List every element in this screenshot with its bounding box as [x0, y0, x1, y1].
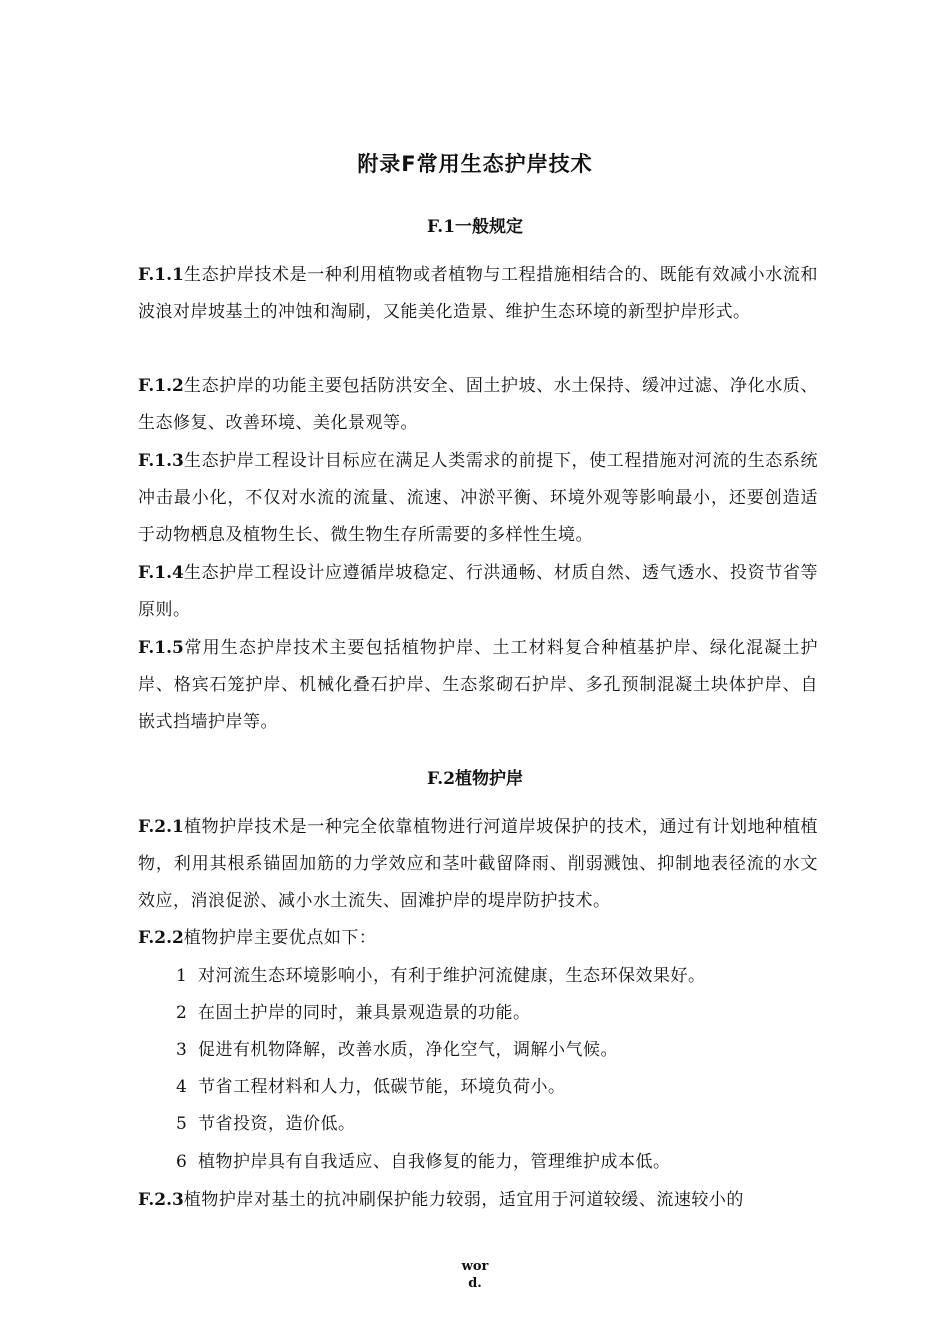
clause-number: F.1.2 [138, 376, 184, 396]
list-item-number: 2 [176, 1003, 188, 1023]
section-heading-f1: F.1一般规定 [426, 217, 524, 237]
clause-number: F.1.3 [138, 451, 184, 471]
clause-text: 植物护岸技术是一种完全依靠植物进行河道岸坡保护的技术，通过有计划地种植植物，利用其根系锚固加筋的力学效应和茎叶截留降雨、削弱溅蚀、抑制地表径流的水文效应，消浪促淤、减小水土流失、固滩护岸的堤岸防护技术。 [138, 817, 818, 911]
clause-text: 生态护岸的功能主要包括防洪安全、固土护坡、水土保持、缓冲过滤、净化水质、生态修复、改善环境、美化景观等。 [138, 376, 818, 433]
clause-f23 [138, 1182, 818, 1219]
footer-line: d. [468, 1276, 482, 1291]
list-item-number: 3 [176, 1040, 188, 1060]
clause-text: 生态护岸工程设计目标应在满足人类需求的前提下，使工程措施对河流的生态系统冲击最小化，不仅对水流的流量、流速、冲淤平衡、环境外观等影响最小，还要创造适于动物栖息及植物生长、微生物生存所需要的多样性生境。 [138, 451, 818, 545]
clause-f11 [138, 257, 818, 331]
clause-number: F.1.1 [138, 265, 184, 285]
clause-f13 [138, 443, 818, 554]
clause-number: F.1.5 [138, 638, 184, 658]
list-item-number: 1 [176, 966, 188, 986]
clause-number: F.2.3 [138, 1190, 184, 1210]
list-item-text: 植物护岸具有自我适应、自我修复的能力，管理维护成本低。 [198, 1152, 671, 1172]
clause-f12 [138, 368, 818, 442]
clause-text: 植物护岸对基土的抗冲刷保护能力较弱，适宜用于河道较缓、流速较小的 [183, 1190, 744, 1210]
clause-text: 生态护岸工程设计应遵循岸坡稳定、行洪通畅、材质自然、透气透水、投资节省等原则。 [138, 563, 818, 620]
clause-number: F.2.1 [138, 817, 184, 837]
clause-text: 生态护岸技术是一种利用植物或者植物与工程措施相结合的、既能有效减小水流和波浪对岸坡基土的冲蚀和淘刷，又能美化造景、维护生态环境的新型护岸形式。 [138, 265, 818, 322]
clause-f22 [138, 920, 818, 957]
clause-f21 [138, 809, 818, 920]
section-heading-f2: F.2植物护岸 [426, 769, 524, 789]
list-item [176, 1069, 816, 1106]
list-item-number: 4 [176, 1077, 188, 1097]
list-item [176, 995, 816, 1032]
list-item-number: 5 [176, 1114, 188, 1134]
appendix-title: 附录F常用生态护岸技术 [357, 152, 593, 176]
list-item [176, 1032, 816, 1069]
clause-text: 植物护岸主要优点如下： [183, 928, 377, 948]
list-item [176, 1144, 816, 1181]
list-item [176, 1106, 816, 1143]
list-item-text: 在固土护岸的同时，兼具景观造景的功能。 [198, 1003, 531, 1023]
clause-f15 [138, 630, 818, 741]
clause-text: 常用生态护岸技术主要包括植物护岸、土工材料复合种植基护岸、绿化混凝土护岸、格宾石笼护岸、机械化叠石护岸、生态浆砌石护岸、多孔预制混凝土块体护岸、自嵌式挡墙护岸等。 [138, 638, 818, 732]
footer-line: wor [461, 1259, 489, 1274]
list-item-text: 促进有机物降解，改善水质，净化空气，调解小气候。 [198, 1040, 618, 1060]
list-item-text: 对河流生态环境影响小，有利于维护河流健康，生态环保效果好。 [198, 966, 706, 986]
list-item-text: 节省工程材料和人力，低碳节能，环境负荷小。 [198, 1077, 566, 1097]
page-footer [0, 1258, 950, 1292]
clause-number: F.2.2 [138, 928, 184, 948]
list-item-text: 节省投资，造价低。 [198, 1114, 356, 1134]
list-item-number: 6 [176, 1152, 188, 1172]
list-item [176, 958, 816, 995]
clause-f14 [138, 555, 818, 629]
clause-number: F.1.4 [138, 563, 184, 583]
